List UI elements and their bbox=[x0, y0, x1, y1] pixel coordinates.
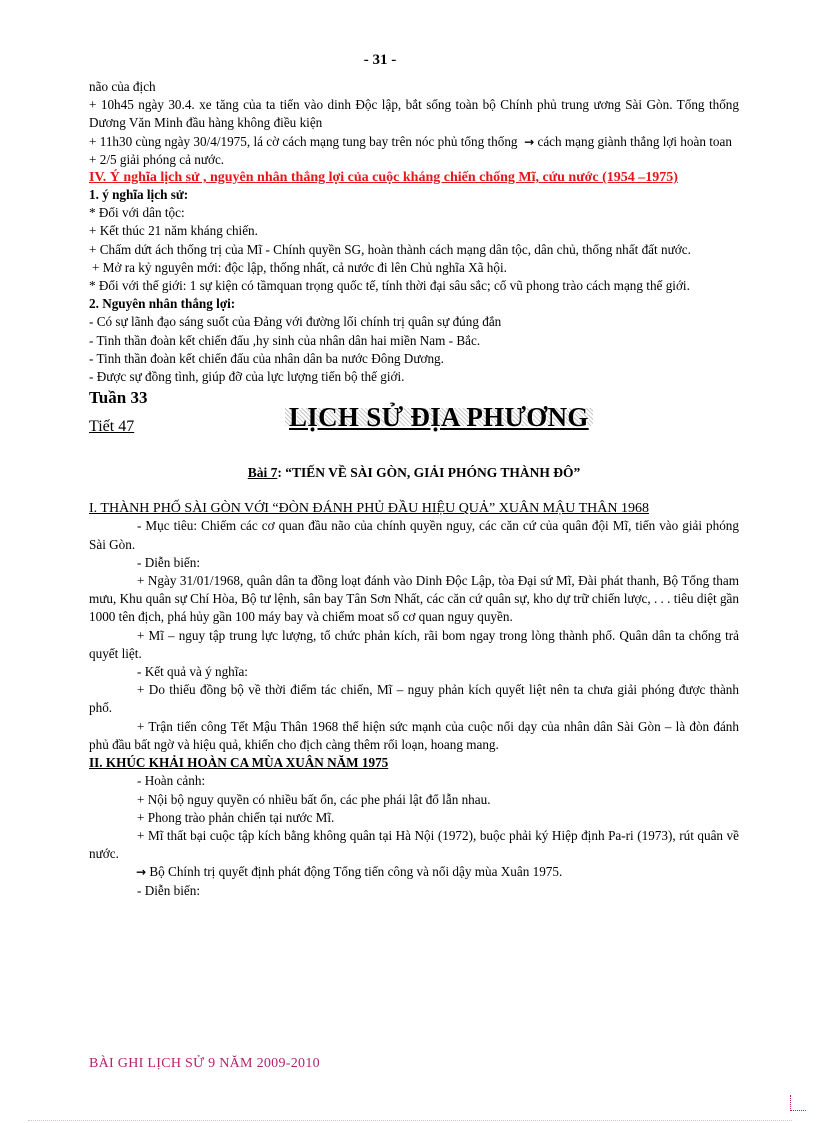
paragraph: + 2/5 giải phóng cả nước. bbox=[89, 151, 225, 167]
paragraph: + Mĩ – nguy tập trung lực lượng, tổ chức phản kích, rãi bom ngay trong lòng thành phố. Quân dân ta chống trả quyết liệt. bbox=[89, 627, 739, 661]
paragraph: + Phong trào phản chiến tại nước Mĩ. bbox=[137, 809, 335, 825]
document-body bbox=[89, 78, 739, 900]
section-number: IV. bbox=[89, 170, 107, 186]
paragraph: não của địch bbox=[89, 79, 156, 94]
page-number: - 31 - bbox=[363, 52, 397, 68]
lesson-title-text: : “TIẾN VỀ SÀI GÒN, GIẢI PHÓNG THÀNH ĐÔ” bbox=[277, 465, 581, 481]
section-heading bbox=[89, 169, 739, 186]
corner-mark bbox=[789, 1095, 805, 1111]
paragraph-text: Bộ Chính trị quyết định phát động Tổng tiến công và nổi dậy mùa Xuân 1975. bbox=[149, 864, 563, 880]
paragraph: + Ngày 31/01/1968, quân dân ta đồng loạt đánh vào Dinh Độc Lập, tòa Đại sứ Mĩ, Đài phát thanh, Bộ Tổng tham mưu, Khu quân sự Chí Hòa, Bộ tư lệnh, sân bay Tân Sơn Nhất, các căn cứ quân sự, kho dự trữ chiến lược, . . . tiêu diệt gần 1000 tên địch, phá hủy gần 100 máy bay và chiếm moat số cơ quan nguy quyền. bbox=[89, 573, 739, 625]
paragraph bbox=[89, 133, 739, 151]
subheading: 2. Nguyên nhân thắng lợi: bbox=[89, 296, 236, 312]
paragraph: - Mục tiêu: Chiếm các cơ quan đầu não của chính quyền nguy, các căn cứ của quân đội Mĩ, tiến vào giải phóng Sài Gòn. bbox=[89, 518, 739, 552]
paragraph: + Kết thúc 21 năm kháng chiến. bbox=[89, 223, 258, 239]
arrow-right-icon: → bbox=[136, 865, 147, 880]
lesson-label: Bài 7 bbox=[247, 465, 278, 481]
paragraph: + Mĩ thất bại cuộc tập kích bằng không quân tại Hà Nội (1972), buộc phải ký Hiệp định Pa-ri (1973), rút quân về nước. bbox=[89, 827, 739, 862]
paragraph-text: cách mạng giành thắng lợi hoàn toan bbox=[537, 133, 732, 149]
paragraph: + Chấm dứt ách thống trị của Mĩ - Chính quyền SG, hoàn thành cách mạng dân tộc, dân chủ, thống nhất đất nước. bbox=[89, 241, 691, 257]
paragraph: * Đối với dân tộc: bbox=[89, 205, 185, 221]
section-title: Ý nghĩa lịch sử , nguyên nhân thắng lợi của cuộc kháng chiến chống Mĩ, cứu nước (1954 –1975) bbox=[109, 170, 678, 186]
paragraph-text: + 11h30 cùng ngày 30/4/1975, lá cờ cách mạng tung bay trên nóc phủ tổng thống bbox=[89, 133, 518, 149]
paragraph: + 10h45 ngày 30.4. xe tăng của ta tiến vào dinh Độc lập, bắt sống toàn bộ Chính phủ trung ương Sài Gòn. Tổng thống Dương Văn Minh đầu hàng không điều kiện bbox=[89, 97, 739, 131]
paragraph: + Nội bộ nguy quyền có nhiều bất ổn, các phe phái lật đổ lẫn nhau. bbox=[137, 791, 491, 807]
week-label: Tuần 33 bbox=[89, 388, 148, 408]
paragraph: - Hoàn cảnh: bbox=[137, 773, 206, 789]
period-label: Tiết 47 bbox=[89, 418, 135, 436]
lesson-title bbox=[89, 464, 739, 482]
paragraph: - Được sự đồng tình, giúp đỡ của lực lượng tiến bộ thế giới. bbox=[89, 369, 405, 385]
paragraph: - Tinh thần đoàn kết chiến đấu của nhân dân ba nước Đông Dương. bbox=[89, 350, 444, 366]
lesson-header bbox=[89, 402, 739, 446]
section-title: II. KHÚC KHẢI HOÀN CA MÙA XUÂN NĂM 1975 bbox=[89, 755, 389, 771]
paragraph bbox=[89, 863, 739, 881]
section-title: I. THÀNH PHỐ SÀI GÒN VỚI “ĐÒN ĐÁNH PHỦ ĐẦU HIỆU QUẢ” XUÂN MẬU THÂN 1968 bbox=[89, 501, 649, 517]
paragraph: - Tinh thần đoàn kết chiến đấu ,hy sinh của nhân dân hai miền Nam - Bắc. bbox=[89, 332, 481, 348]
banner-title: LỊCH SỬ ĐỊA PHƯƠNG bbox=[285, 408, 593, 426]
footer-text: BÀI GHI LỊCH SỬ 9 NĂM 2009-2010 bbox=[89, 1056, 320, 1071]
paragraph: + Mở ra kỷ nguyên mới: độc lập, thống nhất, cả nước đi lên Chủ nghĩa Xã hội. bbox=[92, 259, 507, 275]
paragraph: + Trận tiến công Tết Mậu Thân 1968 thể hiện sức mạnh của cuộc nổi dạy của nhân dân Sài Gòn – là đòn đánh phủ đầu bất ngờ và hiệu quả, khiến cho địch càng thêm rối loạn, hoang mang. bbox=[89, 718, 739, 752]
paragraph: - Diễn biến: bbox=[137, 882, 200, 898]
paragraph: + Do thiếu đồng bộ về thời điểm tác chiến, Mĩ – nguy phản kích quyết liệt nên ta chưa giải phóng được thành phố. bbox=[89, 682, 739, 716]
footer-divider bbox=[28, 1120, 792, 1121]
paragraph: - Kết quả và ý nghĩa: bbox=[137, 664, 248, 680]
subheading: 1. ý nghĩa lịch sử: bbox=[89, 187, 189, 203]
arrow-right-icon: → bbox=[524, 134, 535, 149]
paragraph: * Đối với thế giới: 1 sự kiện có tầmquan trọng quốc tế, tính thời đại sâu sắc; cổ vũ phong trào cách mạng thế giới. bbox=[89, 278, 690, 294]
paragraph: - Diễn biến: bbox=[137, 554, 200, 570]
paragraph: - Có sự lãnh đạo sáng suốt của Đảng với đường lối chính trị quân sự đúng đắn bbox=[89, 314, 502, 330]
